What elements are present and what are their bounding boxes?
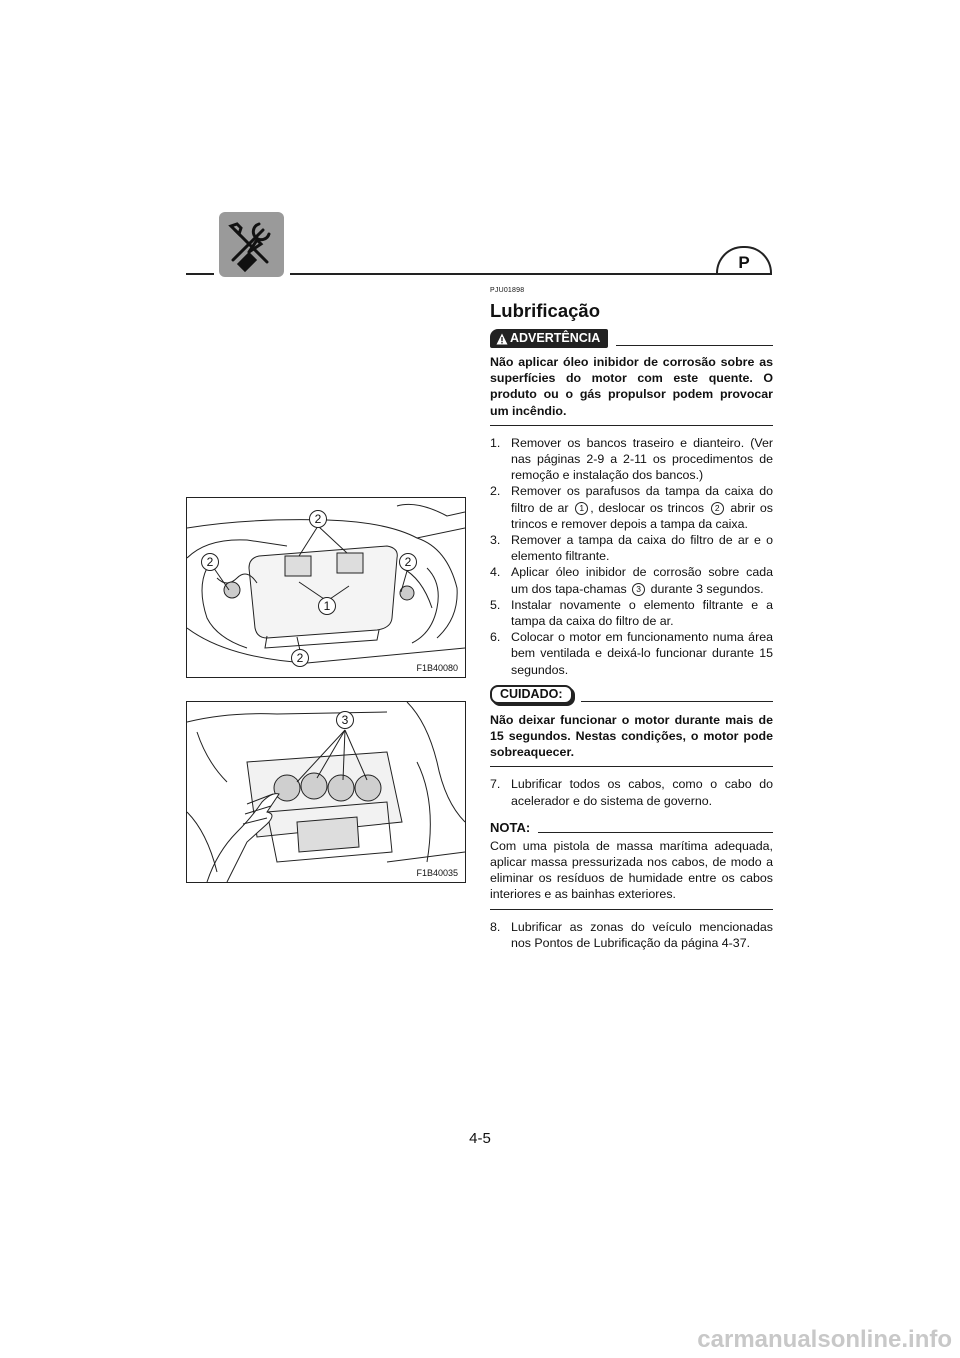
- step-number: 4.: [490, 565, 501, 580]
- figure-code: F1B40080: [416, 663, 458, 673]
- warning-text: Não aplicar óleo inibidor de corrosão sobre as superfícies do motor com este quente. O produto ou o gás propulsor podem provocar um incêndio.: [490, 355, 773, 418]
- page-title: Lubrificação: [490, 300, 600, 321]
- maintenance-tools-icon: [219, 212, 284, 277]
- header-rule-left: [186, 273, 214, 275]
- step-text: Instalar novamente o elemento filtrante e a tampa da caixa do filtro de ar.: [511, 597, 773, 629]
- figure-code: F1B40035: [416, 868, 458, 878]
- figure-flame-arrestors: [186, 701, 466, 883]
- list-item: [490, 597, 773, 629]
- warning-triangle-icon: [496, 333, 508, 345]
- caution-end-rule: [490, 766, 773, 767]
- callout-ref: 1: [575, 502, 588, 515]
- flame-arrestor-illustration: [187, 702, 465, 882]
- callout-2-bottom: 2: [291, 649, 309, 667]
- page-number: 4-5: [469, 1130, 491, 1147]
- warning-rule: [616, 345, 773, 346]
- step-number: 5.: [490, 597, 501, 612]
- callout-2-right: 2: [399, 553, 417, 571]
- doc-code: PJU01898: [490, 287, 525, 294]
- header-rule-right: [290, 273, 772, 275]
- callout-2-left: 2: [201, 553, 219, 571]
- callout-ref: 3: [632, 583, 645, 596]
- warning-badge: [490, 329, 608, 348]
- list-item: [490, 532, 773, 564]
- caution-header: [490, 684, 773, 704]
- list-item: [490, 776, 773, 808]
- step-text: Remover os bancos traseiro e dianteiro. (Ver nas páginas 2-9 a 2-11 os procedimentos de remoção e instalação dos bancos.): [511, 435, 773, 483]
- air-filter-case-illustration: [187, 498, 465, 677]
- step-number: 7.: [490, 777, 501, 792]
- warning-header: [490, 328, 773, 348]
- step-text: Remover a tampa da caixa do filtro de ar e o elemento filtrante.: [511, 533, 773, 564]
- site-watermark: carmanualsonline.info: [697, 1326, 952, 1353]
- figure-air-filter-case: [186, 497, 466, 678]
- list-item: [490, 629, 773, 678]
- language-badge: P: [716, 246, 772, 273]
- note-end-rule: [490, 909, 773, 910]
- list-item: [490, 483, 773, 532]
- list-item: [490, 564, 773, 596]
- note-text: Com uma pistola de massa marítima adequada, aplicar massa pressurizada nos cabos, de modo a eliminar os resíduos de humidade entre os cabos interiores e as bainhas exteriores.: [490, 838, 773, 902]
- step-8: [490, 919, 773, 951]
- step-number: 8.: [490, 919, 501, 934]
- caution-rule: [581, 701, 774, 702]
- step-text: Lubrificar as zonas do veículo mencionadas nos Pontos de Lubrificação da página 4-37.: [511, 919, 773, 950]
- step-number: 6.: [490, 630, 501, 645]
- step-7: [490, 776, 773, 808]
- step-number: 2.: [490, 484, 501, 499]
- note-header: [490, 815, 773, 835]
- warning-end-rule: [490, 425, 773, 426]
- callout-3: 3: [336, 711, 354, 729]
- steps-list: [490, 435, 773, 678]
- list-item: [490, 919, 773, 951]
- step-number: 1.: [490, 435, 501, 450]
- caution-text: Não deixar funcionar o motor durante mais de 15 segundos. Nestas condições, o motor pode sobreaquecer.: [490, 712, 773, 760]
- note-rule: [538, 832, 773, 833]
- callout-ref: 2: [711, 502, 724, 515]
- warning-label: ADVERTÊNCIA: [510, 331, 601, 345]
- caution-badge: CUIDADO:: [490, 685, 573, 704]
- step-text: Lubrificar todos os cabos, como o cabo do acelerador e do sistema de governo.: [511, 777, 773, 808]
- step-text: durante 3 segundos.: [647, 581, 764, 596]
- step-text: Remover os parafusos da tampa da caixa do filtro de ar: [511, 484, 773, 515]
- step-number: 3.: [490, 533, 501, 548]
- step-text: Aplicar óleo inibidor de corrosão sobre cada um dos tapa-chamas: [511, 565, 773, 596]
- step-text: abrir os trincos e remover depois a tampa da caixa.: [511, 500, 773, 531]
- list-item: [490, 435, 773, 484]
- note-label: NOTA:: [490, 819, 531, 835]
- callout-1: 1: [318, 597, 336, 615]
- step-text: Colocar o motor em funcionamento numa área bem ventilada e deixá-lo funcionar durante 15 segundos.: [511, 630, 773, 677]
- callout-2-top: 2: [309, 510, 327, 528]
- step-text: , deslocar os trincos: [590, 500, 709, 515]
- main-text-column: [490, 286, 773, 951]
